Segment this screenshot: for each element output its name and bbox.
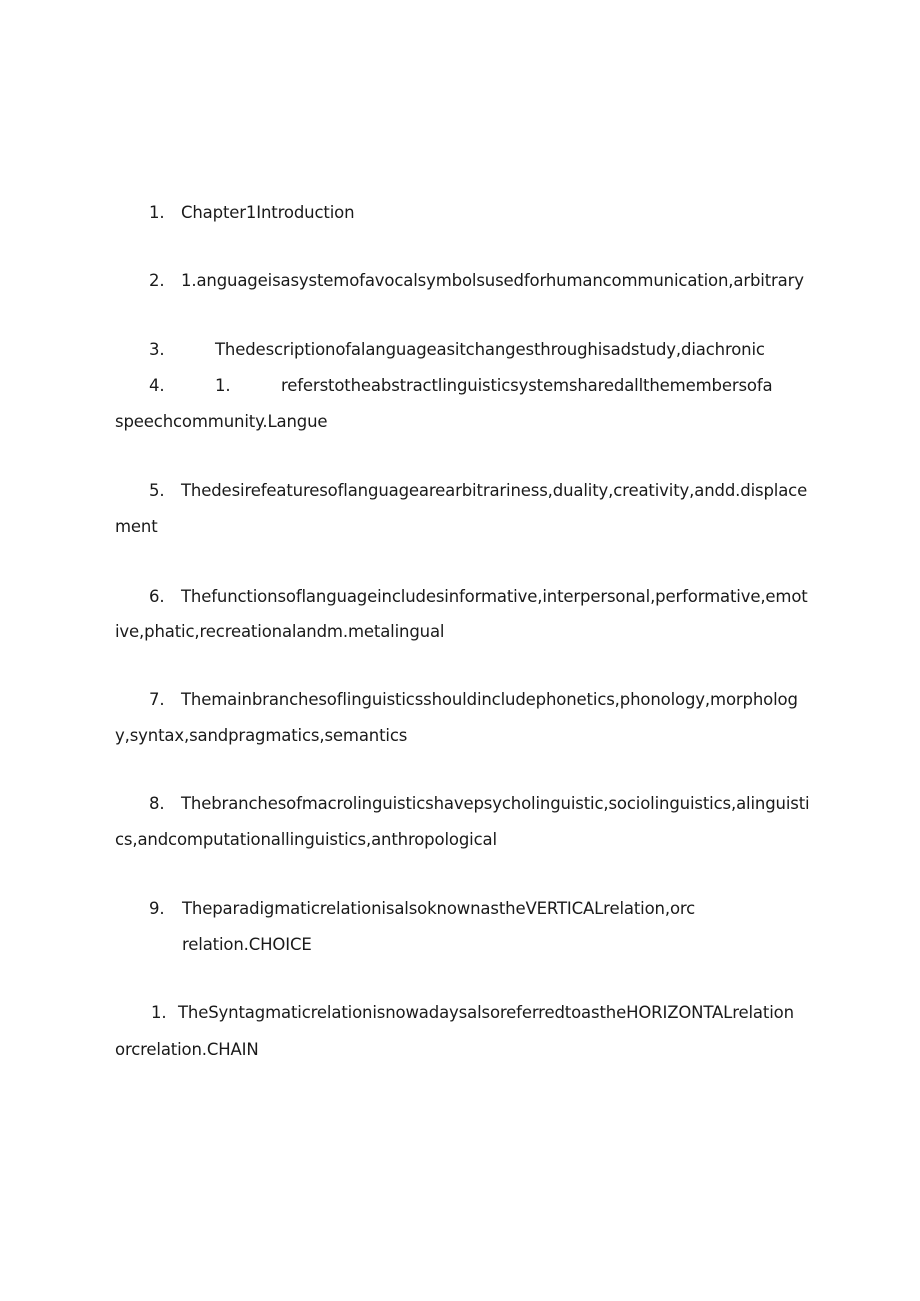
list-item-6-continuation: ive,phatic,recreationalandm.metalingual bbox=[115, 622, 445, 641]
item-text: Chapter1Introduction bbox=[181, 203, 355, 222]
item-number: 3. bbox=[149, 340, 165, 359]
item-text: referstotheabstractlinguisticsystemsharedallthemembersofa bbox=[281, 376, 773, 395]
list-item-5-continuation: ment bbox=[115, 517, 158, 536]
item-text: Themainbranchesoflinguisticsshouldincludephonetics,phonology,morpholog bbox=[181, 690, 798, 709]
item-text: TheparadigmaticrelationisalsoknownastheVERTICALrelation,orc bbox=[182, 899, 696, 918]
list-item-8-continuation: cs,andcomputationallinguistics,anthropological bbox=[115, 830, 497, 849]
item-number: 6. bbox=[149, 587, 165, 606]
item-number: 2. bbox=[149, 271, 165, 290]
item-number: 8. bbox=[149, 794, 165, 813]
list-item-9-continuation: relation.CHOICE bbox=[182, 935, 312, 954]
item-sub-number: 1. bbox=[215, 376, 231, 395]
item-number: 5. bbox=[149, 481, 165, 500]
item-text: 1.anguageisasystemofavocalsymbolsusedforhumancommunication,arbitrary bbox=[181, 271, 804, 290]
list-item-7-continuation: y,syntax,sandpragmatics,semantics bbox=[115, 726, 408, 745]
item-text: Thefunctionsoflanguageincludesinformative,interpersonal,performative,emot bbox=[181, 587, 808, 606]
item-number: 4. bbox=[149, 376, 165, 395]
item-text: Thebranchesofmacrolinguisticshavepsycholinguistic,sociolinguistics,alinguisti bbox=[181, 794, 810, 813]
item-number: 7. bbox=[149, 690, 165, 709]
item-text: Thedesirefeaturesoflanguagearearbitrariness,duality,creativity,andd.displace bbox=[181, 481, 808, 500]
item-number: 1. bbox=[149, 203, 165, 222]
list-item-10-continuation: orcrelation.CHAIN bbox=[115, 1040, 259, 1059]
item-number: 9. bbox=[149, 899, 165, 918]
list-item-4-continuation: speechcommunity.Langue bbox=[115, 412, 328, 431]
item-text: TheSyntagmaticrelationisnowadaysalsoreferredtoastheHORIZONTALrelation bbox=[178, 1003, 794, 1022]
item-number: 1. bbox=[151, 1003, 167, 1022]
item-text: Thedescriptionofalanguageasitchangesthroughisadstudy,diachronic bbox=[215, 340, 765, 359]
